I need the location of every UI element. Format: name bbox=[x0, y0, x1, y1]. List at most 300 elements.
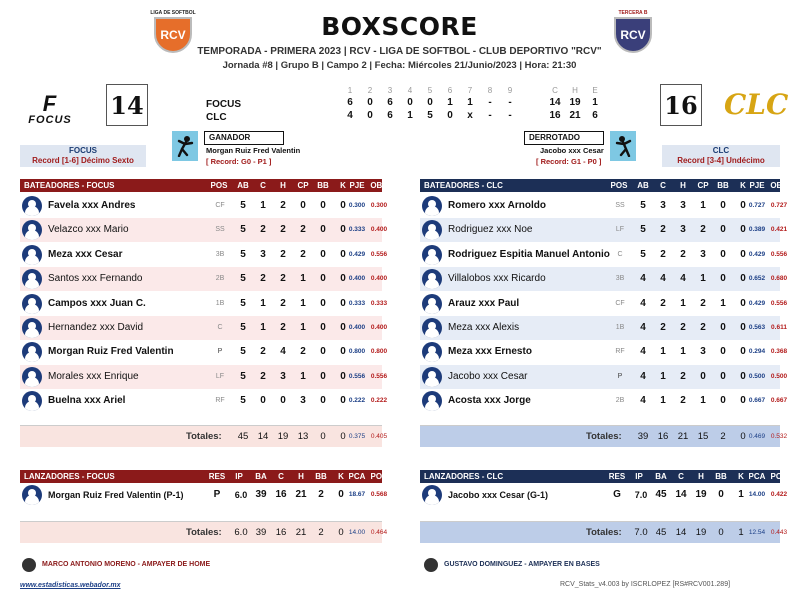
league-logo-shield: RCV bbox=[154, 17, 192, 53]
stat-c: 1 bbox=[260, 200, 266, 211]
stat-ab: 5 bbox=[240, 346, 246, 358]
stat-cp: 3 bbox=[700, 248, 706, 260]
linescore-grid bbox=[340, 86, 610, 126]
column-header: OBP bbox=[770, 181, 788, 190]
stat-ab: 4 bbox=[640, 322, 646, 333]
stat-k: 0 bbox=[338, 489, 344, 500]
player-name: Morgan Ruiz Fred Valentin bbox=[48, 346, 174, 358]
stat-k: 0 bbox=[340, 395, 346, 407]
stat-c: 1 bbox=[660, 346, 666, 358]
column-header: BB bbox=[317, 181, 329, 190]
table-header bbox=[20, 470, 388, 483]
stat-h: 4 bbox=[280, 346, 286, 358]
column-header: C bbox=[678, 472, 684, 481]
avatar bbox=[422, 245, 442, 265]
avatar bbox=[22, 269, 42, 289]
stat-k: 0 bbox=[340, 248, 346, 260]
table-title: LANZADORES - CLC bbox=[424, 472, 504, 481]
stat-res: G bbox=[613, 489, 621, 500]
stat-c: 2 bbox=[260, 273, 266, 285]
inning-header: 2 bbox=[367, 86, 373, 95]
stat-cp: 1 bbox=[700, 200, 706, 211]
stat-pop: 0.568 bbox=[370, 491, 388, 498]
column-header: BB bbox=[715, 472, 727, 481]
column-header: PJE bbox=[349, 181, 365, 190]
stat-h: 2 bbox=[680, 370, 686, 382]
table-row bbox=[20, 267, 388, 291]
winner-label: GANADOR bbox=[204, 131, 284, 145]
stat-c: 2 bbox=[660, 297, 666, 309]
stat-k: 0 bbox=[740, 395, 746, 407]
table-row bbox=[20, 316, 388, 340]
stat-ba: 45 bbox=[655, 489, 667, 500]
stat-cp: 3 bbox=[300, 395, 306, 407]
stat-h: 3 bbox=[680, 200, 686, 211]
stat-bb: 0 bbox=[720, 322, 726, 333]
stat-c: 3 bbox=[660, 200, 666, 211]
stat-bb: 0 bbox=[720, 273, 726, 285]
total-pca: 14.00 bbox=[348, 529, 366, 536]
away-team-card bbox=[20, 145, 146, 167]
stat-bb: 2 bbox=[318, 489, 324, 500]
stat-k: 1 bbox=[738, 489, 744, 500]
stat-c: 14 bbox=[675, 489, 687, 500]
stat-k: 0 bbox=[340, 224, 346, 236]
total-c: 16 bbox=[657, 431, 669, 442]
table-row bbox=[420, 218, 788, 242]
table-row bbox=[420, 389, 788, 413]
total-obp: 0.532 bbox=[770, 433, 788, 440]
linescore-home-cell: x bbox=[467, 110, 473, 121]
total-ip: 6.0 bbox=[234, 527, 248, 538]
table-title: LANZADORES - FOCUS bbox=[24, 472, 115, 481]
linescore-home-cell: 16 bbox=[549, 110, 561, 121]
stat-pje: 0.400 bbox=[348, 275, 366, 283]
player-position: 1B bbox=[615, 324, 625, 331]
table-header bbox=[420, 179, 788, 192]
linescore-away-cell: - bbox=[488, 97, 492, 108]
stat-cp: 2 bbox=[300, 248, 306, 260]
avatar bbox=[22, 391, 42, 411]
stat-ab: 5 bbox=[640, 224, 646, 236]
home-runs: 16 bbox=[660, 84, 702, 126]
player-name: Meza xxx Cesar bbox=[48, 248, 123, 260]
stat-obp: 0.727 bbox=[770, 202, 788, 209]
stat-k: 0 bbox=[340, 346, 346, 358]
column-header: H bbox=[298, 472, 304, 481]
stat-k: 0 bbox=[740, 297, 746, 309]
table-title: BATEADORES - CLC bbox=[424, 181, 503, 190]
clc-team-logo: CLC bbox=[724, 88, 789, 121]
avatar bbox=[422, 391, 442, 411]
avatar bbox=[422, 269, 442, 289]
stat-h: 2 bbox=[280, 322, 286, 333]
total-c: 14 bbox=[257, 431, 269, 442]
total-h: 19 bbox=[695, 527, 707, 538]
player-position: RF bbox=[615, 348, 625, 356]
stat-pje: 0.389 bbox=[748, 226, 766, 234]
table-title: BATEADORES - FOCUS bbox=[24, 181, 115, 190]
avatar bbox=[422, 196, 442, 216]
stat-c: 2 bbox=[660, 248, 666, 260]
total-ba: 45 bbox=[655, 527, 667, 538]
table-row bbox=[420, 340, 788, 364]
stat-cp: 3 bbox=[700, 346, 706, 358]
total-pje: 0.375 bbox=[348, 433, 366, 440]
stat-pje: 0.222 bbox=[348, 397, 366, 405]
stat-k: 0 bbox=[740, 370, 746, 382]
totals-label: Totales: bbox=[586, 431, 622, 442]
column-header: BA bbox=[255, 472, 267, 481]
total-ba: 39 bbox=[255, 527, 267, 538]
stat-c: 16 bbox=[275, 489, 287, 500]
home-team-card bbox=[662, 145, 780, 167]
table-row bbox=[420, 316, 787, 340]
stat-h: 1 bbox=[680, 346, 686, 358]
player-position: SS bbox=[215, 226, 225, 234]
column-header: H bbox=[680, 181, 686, 190]
stat-ab: 5 bbox=[240, 224, 246, 236]
stat-bb: 0 bbox=[320, 273, 326, 285]
linescore-home-cell: 0 bbox=[367, 110, 373, 121]
stat-c: 2 bbox=[660, 224, 666, 236]
column-header: IP bbox=[235, 472, 243, 481]
avatar bbox=[22, 318, 42, 338]
stat-h: 3 bbox=[680, 224, 686, 236]
total-cp: 13 bbox=[297, 431, 309, 442]
stat-pje: 0.667 bbox=[748, 397, 766, 405]
linescore-home-cell: 5 bbox=[427, 110, 433, 121]
total-h: 21 bbox=[295, 527, 307, 538]
season-subtitle: TEMPORADA - PRIMERA 2023 | RCV - LIGA DE SOFTBOL - CLUB DEPORTIVO "RCV" bbox=[197, 46, 602, 57]
stat-ab: 5 bbox=[240, 370, 246, 382]
stat-h: 2 bbox=[280, 200, 286, 211]
stat-h: 1 bbox=[680, 297, 686, 309]
table-row bbox=[20, 365, 388, 389]
stat-c: 2 bbox=[260, 346, 266, 358]
stat-obp: 0.611 bbox=[771, 324, 787, 331]
stat-ab: 5 bbox=[240, 273, 246, 285]
avatar bbox=[422, 485, 442, 505]
game-details: Jornada #8 | Grupo B | Campo 2 | Fecha: Miércoles 21/Junio/2023 | Hora: 21:30 bbox=[222, 60, 577, 71]
total-pje: 0.469 bbox=[748, 433, 766, 440]
stat-cp: 1 bbox=[700, 395, 706, 407]
avatar bbox=[22, 485, 42, 505]
stat-bb: 0 bbox=[720, 200, 726, 211]
stats-website-link[interactable]: www.estadisticas.webador.mx bbox=[20, 582, 121, 589]
player-position: 3B bbox=[215, 250, 225, 258]
stat-pje: 0.652 bbox=[748, 275, 766, 283]
stat-cp: 1 bbox=[300, 322, 306, 333]
stat-h: 2 bbox=[280, 248, 286, 260]
stat-cp: 1 bbox=[700, 273, 706, 285]
stat-c: 1 bbox=[660, 370, 666, 382]
linescore-home-cell: 1 bbox=[407, 110, 413, 121]
table-row bbox=[420, 365, 788, 389]
column-header: C bbox=[660, 181, 666, 190]
stat-obp: 0.400 bbox=[370, 275, 388, 283]
linescore-home-label: CLC bbox=[206, 112, 227, 123]
linescore-away-cell: 1 bbox=[447, 97, 453, 108]
stat-pje: 0.429 bbox=[748, 250, 766, 258]
total-bb: 2 bbox=[720, 431, 726, 442]
stat-cp: 0 bbox=[300, 200, 306, 211]
stat-cp: 1 bbox=[300, 370, 306, 382]
stat-c: 1 bbox=[260, 322, 266, 333]
column-header: BB bbox=[315, 472, 327, 481]
avatar bbox=[422, 318, 442, 338]
home-team-name: CLC bbox=[712, 146, 730, 155]
stat-k: 0 bbox=[740, 200, 746, 211]
linescore-away-cell: 6 bbox=[347, 97, 353, 108]
total-k: 1 bbox=[738, 527, 744, 538]
stat-pje: 0.400 bbox=[348, 324, 366, 331]
column-header: H bbox=[698, 472, 704, 481]
stat-ab: 5 bbox=[240, 395, 246, 407]
stat-h: 19 bbox=[695, 489, 707, 500]
player-name: Meza xxx Alexis bbox=[448, 322, 520, 333]
stat-ab: 5 bbox=[240, 322, 246, 333]
stat-pje: 0.727 bbox=[748, 202, 766, 209]
player-name: Campos xxx Juan C. bbox=[48, 297, 146, 309]
stat-c: 0 bbox=[260, 395, 266, 407]
stat-ab: 5 bbox=[240, 297, 246, 309]
page-title: BOXSCORE bbox=[321, 12, 478, 41]
stat-bb: 0 bbox=[320, 200, 326, 211]
avatar bbox=[22, 196, 42, 216]
table-row bbox=[420, 292, 788, 316]
umpire-icon bbox=[22, 558, 36, 572]
stat-bb: 0 bbox=[320, 395, 326, 407]
player-name: Jacobo xxx Cesar bbox=[448, 370, 528, 382]
stat-pje: 0.300 bbox=[348, 202, 366, 209]
stat-obp: 0.400 bbox=[370, 324, 388, 331]
totals-label: Totales: bbox=[186, 527, 222, 538]
table-row bbox=[20, 194, 388, 218]
total-pop: 0.464 bbox=[370, 529, 388, 536]
totals-row bbox=[420, 521, 788, 543]
player-name: Morales xxx Enrique bbox=[48, 370, 139, 382]
player-name: Meza xxx Ernesto bbox=[448, 346, 532, 358]
stat-cp: 2 bbox=[300, 346, 306, 358]
table-row bbox=[20, 483, 388, 507]
stat-ab: 4 bbox=[640, 273, 646, 285]
stat-h: 3 bbox=[280, 370, 286, 382]
column-header: POS bbox=[610, 181, 628, 190]
stat-obp: 0.667 bbox=[770, 397, 788, 405]
column-header: RES bbox=[608, 472, 626, 481]
stat-ip: 6.0 bbox=[234, 490, 248, 500]
stat-ab: 5 bbox=[640, 248, 646, 260]
inning-header: 9 bbox=[507, 86, 513, 95]
total-h: 21 bbox=[677, 431, 689, 442]
stat-ab: 4 bbox=[640, 395, 646, 407]
total-obp: 0.405 bbox=[370, 433, 388, 440]
stat-ab: 5 bbox=[240, 200, 246, 211]
total-ab: 39 bbox=[637, 431, 649, 442]
batting-table-clc bbox=[420, 179, 788, 449]
stat-pca: 18.67 bbox=[348, 491, 366, 498]
totals-row bbox=[20, 425, 388, 447]
stat-c: 4 bbox=[660, 273, 666, 285]
stat-h: 2 bbox=[680, 395, 686, 407]
stat-cp: 1 bbox=[300, 273, 306, 285]
player-name: Hernandez xxx David bbox=[48, 322, 144, 333]
stat-ab: 4 bbox=[640, 346, 646, 358]
linescore-home-cell: - bbox=[488, 110, 492, 121]
stat-k: 0 bbox=[340, 273, 346, 285]
stat-h: 2 bbox=[280, 297, 286, 309]
linescore-away-cell: 19 bbox=[569, 97, 581, 108]
player-name: Acosta xxx Jorge bbox=[448, 395, 531, 407]
stat-cp: 2 bbox=[700, 224, 706, 236]
linescore-away-cell: - bbox=[508, 97, 512, 108]
stat-pje: 0.429 bbox=[748, 299, 766, 307]
stat-obp: 0.556 bbox=[370, 250, 388, 258]
column-header: OBP bbox=[370, 181, 388, 190]
stat-k: 0 bbox=[340, 370, 346, 382]
column-header: AB bbox=[237, 181, 249, 190]
column-header: C bbox=[260, 181, 266, 190]
totals-label: Totales: bbox=[586, 527, 622, 538]
avatar bbox=[422, 294, 442, 314]
stat-obp: 0.421 bbox=[770, 226, 788, 234]
stat-cp: 1 bbox=[300, 297, 306, 309]
player-position: 3B bbox=[615, 275, 625, 283]
stat-bb: 0 bbox=[320, 370, 326, 382]
table-row bbox=[420, 194, 788, 218]
total-cp: 15 bbox=[697, 431, 709, 442]
avatar bbox=[422, 220, 442, 240]
stat-h: 2 bbox=[280, 224, 286, 236]
avatar bbox=[22, 245, 42, 265]
inning-header: 3 bbox=[387, 86, 393, 95]
player-position: C bbox=[617, 250, 623, 258]
player-position: SS bbox=[615, 202, 625, 209]
pitching-table-clc bbox=[420, 470, 788, 545]
avatar bbox=[22, 367, 42, 387]
stat-bb: 0 bbox=[320, 224, 326, 236]
stat-pje: 0.800 bbox=[348, 348, 366, 356]
stat-obp: 0.556 bbox=[370, 372, 388, 380]
player-name: Romero xxx Arnoldo bbox=[448, 200, 546, 211]
column-header: IP bbox=[635, 472, 643, 481]
table-row bbox=[420, 483, 788, 507]
loser-label: DERROTADO bbox=[524, 131, 604, 145]
player-position: P bbox=[617, 372, 623, 380]
umpire-icon bbox=[424, 558, 438, 572]
table-header bbox=[420, 470, 788, 483]
stat-cp: 0 bbox=[700, 370, 706, 382]
stat-pop: 0.422 bbox=[770, 491, 788, 498]
inning-header: E bbox=[592, 86, 598, 95]
total-ip: 7.0 bbox=[634, 527, 648, 538]
player-name: Arauz xxx Paul bbox=[448, 297, 520, 309]
player-name: Favela xxx Andres bbox=[48, 200, 136, 211]
stat-c: 2 bbox=[260, 224, 266, 236]
stat-pje: 0.294 bbox=[748, 348, 766, 356]
pitching-table-focus bbox=[20, 470, 388, 545]
avatar bbox=[22, 294, 42, 314]
linescore-away-label: FOCUS bbox=[206, 99, 241, 110]
column-header: K bbox=[338, 472, 344, 481]
column-header: CP bbox=[297, 181, 309, 190]
stat-bb: 0 bbox=[320, 346, 326, 358]
stat-c: 2 bbox=[260, 370, 266, 382]
inning-header: 4 bbox=[407, 86, 413, 95]
stat-cp: 2 bbox=[700, 297, 706, 309]
column-header: H bbox=[280, 181, 286, 190]
stat-bb: 0 bbox=[718, 489, 724, 500]
table-header bbox=[20, 179, 388, 192]
stat-k: 0 bbox=[340, 297, 346, 309]
stat-k: 0 bbox=[740, 248, 746, 260]
stat-ab: 4 bbox=[640, 297, 646, 309]
stat-h: 4 bbox=[680, 273, 686, 285]
player-name: Rodriguez xxx Noe bbox=[448, 224, 533, 236]
column-header: C bbox=[278, 472, 284, 481]
stat-k: 0 bbox=[740, 224, 746, 236]
stat-bb: 0 bbox=[720, 370, 726, 382]
stat-k: 0 bbox=[740, 346, 746, 358]
stat-pje: 0.563 bbox=[748, 324, 766, 331]
stat-bb: 0 bbox=[320, 248, 326, 260]
stat-cp: 2 bbox=[700, 322, 706, 333]
total-ab: 45 bbox=[237, 431, 249, 442]
inning-header: 7 bbox=[467, 86, 473, 95]
stat-c: 2 bbox=[660, 322, 666, 333]
column-header: AB bbox=[637, 181, 649, 190]
loser-name: Jacobo xxx Cesar bbox=[540, 146, 604, 155]
total-pca: 12.54 bbox=[748, 529, 766, 536]
table-row bbox=[20, 243, 388, 267]
table-row bbox=[20, 340, 388, 364]
column-header: K bbox=[340, 181, 346, 190]
stat-c: 3 bbox=[260, 248, 266, 260]
linescore-teams bbox=[206, 98, 241, 124]
avatar bbox=[22, 342, 42, 362]
stat-h: 2 bbox=[280, 273, 286, 285]
player-position: 1B bbox=[215, 299, 225, 307]
total-bb: 0 bbox=[718, 527, 724, 538]
stat-obp: 0.556 bbox=[770, 250, 788, 258]
linescore-away-cell: 1 bbox=[592, 97, 598, 108]
inning-header: C bbox=[552, 86, 558, 95]
stat-bb: 0 bbox=[320, 322, 326, 333]
stat-bb: 0 bbox=[720, 224, 726, 236]
player-position: 2B bbox=[615, 397, 625, 405]
loser-record: [ Record: G1 - P0 ] bbox=[536, 157, 602, 166]
column-header: POP bbox=[370, 472, 388, 481]
stat-res: P bbox=[213, 489, 221, 500]
stat-k: 0 bbox=[340, 322, 346, 333]
linescore-home-cell: 4 bbox=[347, 110, 353, 121]
stat-obp: 0.333 bbox=[370, 299, 388, 307]
linescore-home-cell: 0 bbox=[447, 110, 453, 121]
inning-header: 6 bbox=[447, 86, 453, 95]
table-row bbox=[20, 292, 388, 316]
column-header: BA bbox=[655, 472, 667, 481]
total-bb: 2 bbox=[318, 527, 324, 538]
stat-c: 1 bbox=[660, 395, 666, 407]
player-name: Santos xxx Fernando bbox=[48, 273, 143, 285]
stat-bb: 1 bbox=[720, 297, 726, 309]
stat-h: 2 bbox=[680, 322, 686, 333]
linescore-away-cell: 6 bbox=[387, 97, 393, 108]
stat-bb: 0 bbox=[720, 248, 726, 260]
stat-pje: 0.556 bbox=[348, 372, 366, 380]
player-name: Buelna xxx Ariel bbox=[48, 395, 126, 407]
